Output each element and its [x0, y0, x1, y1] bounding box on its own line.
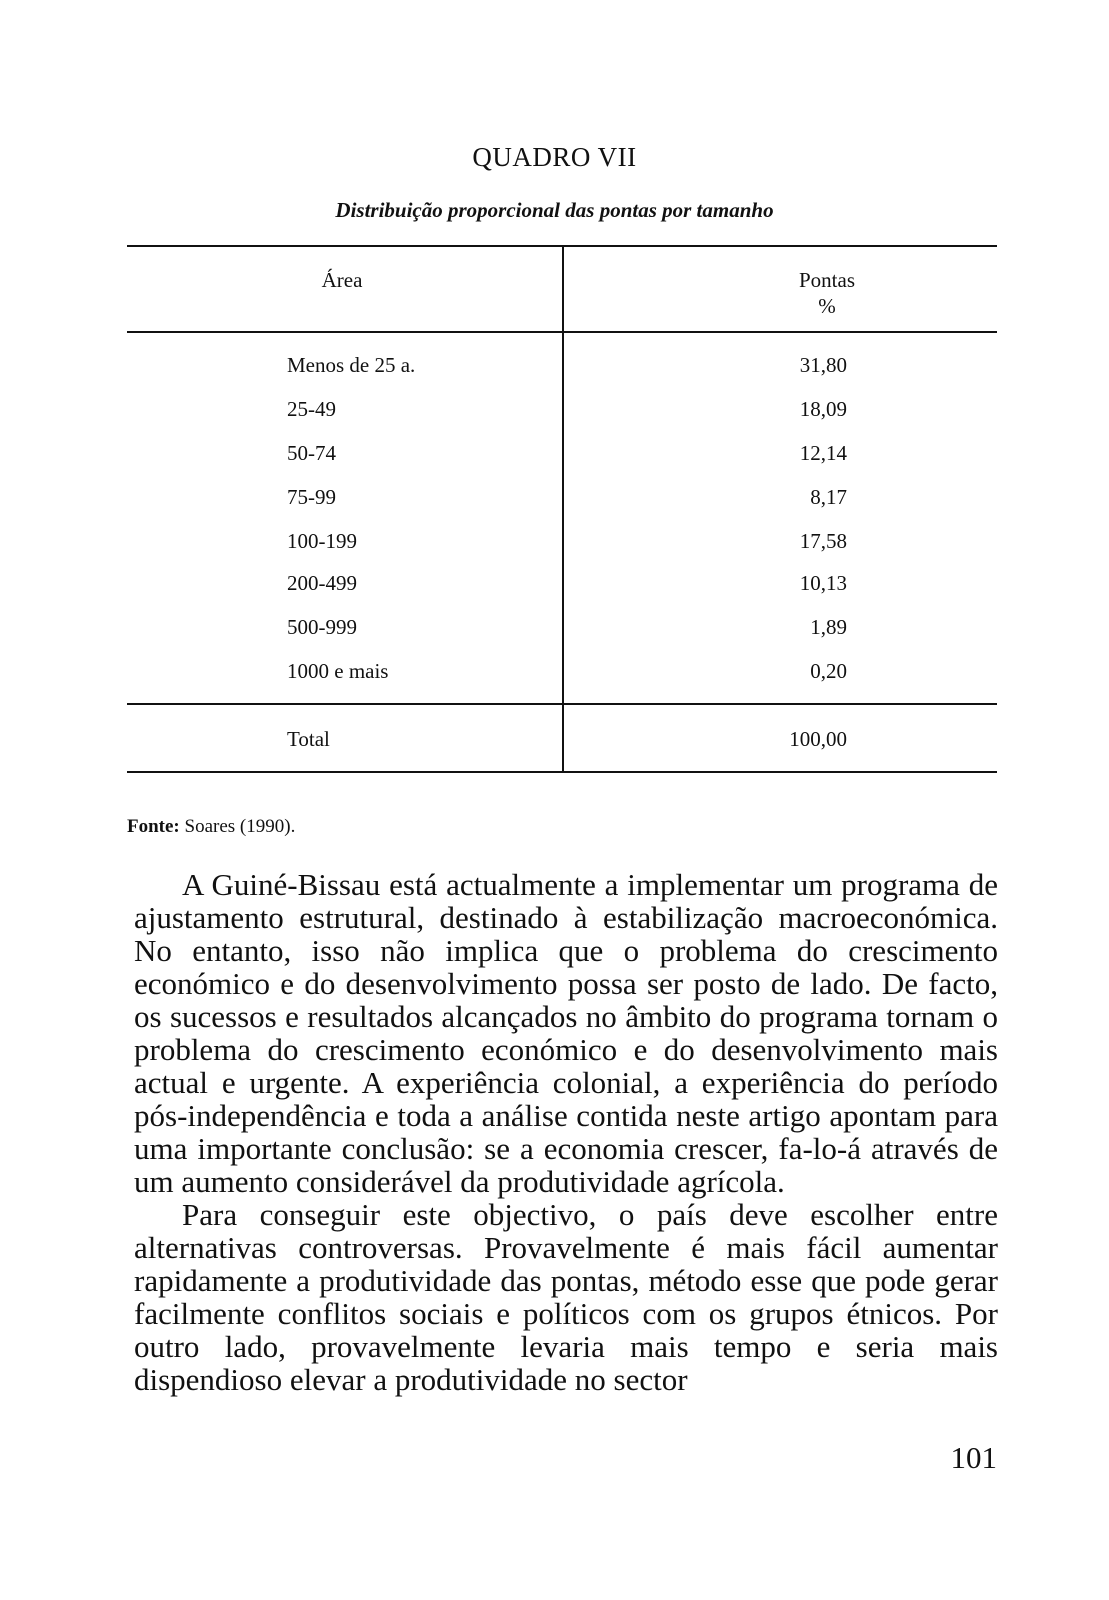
header-area: Área	[321, 268, 363, 292]
row-area: 25-49	[287, 397, 336, 421]
header-pontas-label: Pontas	[798, 268, 855, 292]
source-text: Soares (1990).	[184, 816, 296, 837]
table-source	[127, 816, 295, 838]
source-label: Fonte:	[127, 816, 180, 837]
body-text	[134, 868, 998, 1396]
row-pct: 12,14	[799, 441, 847, 465]
row-pct: 1,89	[810, 615, 847, 639]
row-pct: 31,80	[799, 353, 847, 377]
table-bottom-rule	[127, 771, 997, 773]
header-divider	[562, 245, 564, 333]
table-row	[127, 353, 997, 383]
table-row	[127, 571, 997, 601]
row-pct: 0,20	[810, 659, 847, 683]
row-area: 200-499	[287, 571, 357, 595]
row-area: Menos de 25 a.	[287, 353, 416, 377]
row-area: 100-199	[287, 529, 357, 553]
row-area: 500-999	[287, 615, 357, 639]
row-pct: 10,13	[799, 571, 847, 595]
table-row	[127, 529, 997, 559]
body-divider	[562, 331, 564, 703]
total-row	[127, 727, 997, 757]
paragraph: Para conseguir este objectivo, o país deve escolher entre alternativas controversas. Provavelmente é mais fácil aumentar rapidamente a produtividade das pontas, método esse que pode gerar facilmente conflitos sociais e políticos com os grupos étnicos. Por outro lado, provavelmente levaria mais tempo e seria mais dispendioso elevar a produtividade no sector	[134, 1197, 998, 1397]
row-pct: 8,17	[810, 485, 847, 509]
header-pontas	[767, 267, 887, 319]
table-subtitle: Distribuição proporcional das pontas por tamanho	[335, 198, 774, 222]
paragraph: A Guiné-Bissau está actualmente a implementar um programa de ajustamento estrutural, destinado à estabilização macroeconómica. No entanto, isso não implica que o problema do crescimento económico e do desenvolvimento possa ser posto de lado. De facto, os sucessos e resultados alcançados no âmbito do programa tornam o problema do crescimento económico e do desenvolvimento mais actual e urgente. A experiência colonial, a experiência do período pós-independência e toda a análise contida neste artigo apontam para uma importante conclusão: se a economia crescer, fa-lo-á através de um aumento considerável da produtividade agrícola.	[134, 867, 998, 1199]
table-row	[127, 615, 997, 645]
row-area: 50-74	[287, 441, 336, 465]
data-table	[127, 245, 997, 793]
row-pct: 17,58	[799, 529, 847, 553]
table-row	[127, 397, 997, 427]
total-label: Total	[287, 727, 330, 751]
row-area: 1000 e mais	[287, 659, 389, 683]
total-pct: 100,00	[789, 727, 847, 751]
row-pct: 18,09	[799, 397, 847, 421]
table-row	[127, 659, 997, 689]
table-row	[127, 441, 997, 471]
table-row	[127, 485, 997, 515]
table-title: QUADRO VII	[472, 142, 637, 172]
page-number: 101	[950, 1440, 997, 1475]
header-pontas-unit: %	[818, 294, 836, 318]
row-area: 75-99	[287, 485, 336, 509]
